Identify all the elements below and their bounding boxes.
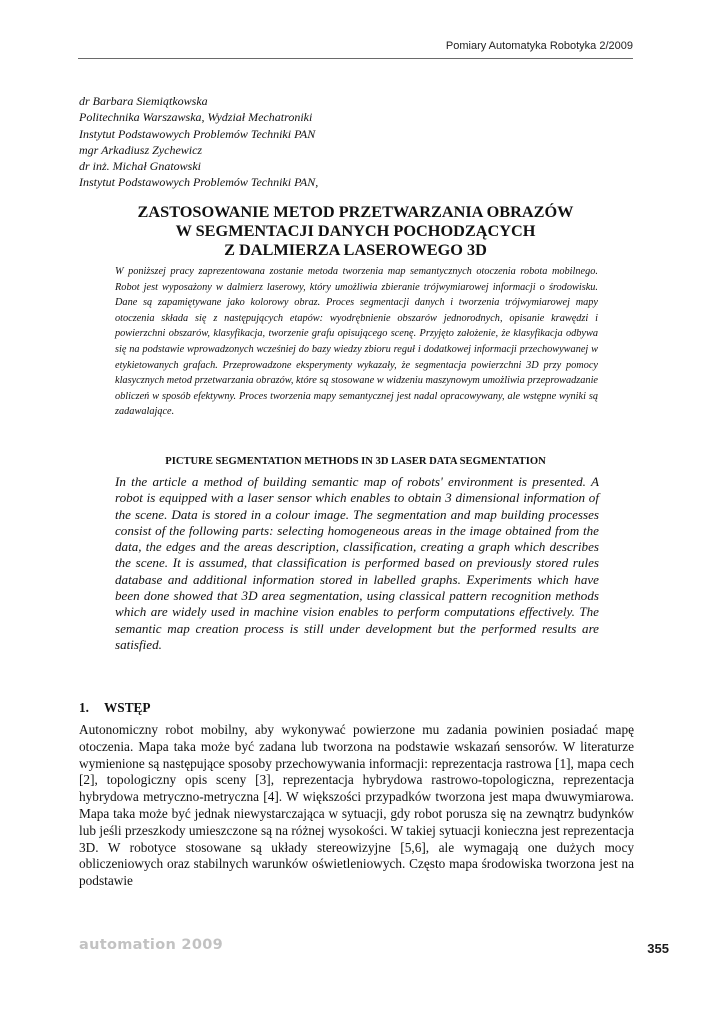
author-line: Instytut Podstawowych Problemów Techniki PAN [79, 126, 316, 141]
author-line: dr inż. Michał Gnatowski [79, 159, 201, 174]
paper-title [78, 202, 633, 259]
section-number: 1. [79, 700, 89, 715]
page-number: 355 [647, 941, 669, 956]
author-line: mgr Arkadiusz Zychewicz [79, 142, 203, 157]
author-line: dr Barbara Siemiątkowska [79, 94, 208, 108]
title-line: W SEGMENTACJI DANYCH POCHODZĄCYCH [175, 221, 536, 240]
header-divider [78, 58, 633, 59]
author-line: Instytut Podstawowych Problemów Techniki PAN, [79, 175, 319, 190]
english-title: PICTURE SEGMENTATION METHODS IN 3D LASER DATA SEGMENTATION [165, 456, 546, 467]
section-body-text: Autonomiczny robot mobilny, aby wykonywać powierzone mu zadania powinien posiadać mapę otoczenia. Mapa taka może być zadana lub tworzona na podstawie wskazań sensorów. W literaturze wymienione są następujące sposoby przechowywania informacji: reprezentacja rastrowa [1], mapa cech [2], topologiczny opis sceny [3], reprezentacja hybrydowa rastrowo-topologiczna, reprezentacja hybrydowa metryczno-metryczna [4]. W większości przypadków tworzona jest mapa dwuwymiarowa. Mapa taka może być jednak niewystarczająca w sytuacji, gdy robot porusza się na zewnątrz budynków lub jeśli przeszkody umieszczone są na różnej wysokości. W takiej sytuacji konieczna jest reprezentacja 3D. W robotyce stosowane są układy stereowizyjne [5,6], ale wymagają one dużych mocy obliczeniowych oraz stabilnych warunków oświetleniowych. Często mapa środowiska tworzona jest na podstawie [79, 722, 634, 889]
section-title: WSTĘP [104, 700, 151, 715]
running-header: Pomiary Automatyka Robotyka 2/2009 [445, 40, 633, 52]
abstract-polish: W poniższej pracy zaprezentowana zostanie metoda tworzenia map semantycznych otoczenia robota mobilnego. Robot jest wyposażony w dalmierz laserowy, który umożliwia zbieranie trójwymiarowej informacji o środowisku. Dane są zapamiętywane jako kolorowy obraz. Proces segmentacji danych i tworzenia trójwymiarowej mapy otoczenia składa się z następujących etapów: wyodrębnienie obszarów jednorodnych, opisanie krawędzi i powierzchni obszarów, klasyfikacja, tworzenie grafu opisującego scenę. Przyjęto założenie, że klasyfikacja odbywa się na podstawie wprowadzonych wcześniej do bazy wiedzy zbioru reguł i dodatkowej informacji przechowywanej w etykietowanych grafach. Przeprowadzone eksperymenty wykazały, że segmentacja powierzchni 3D przy pomocy klasycznych metod przetwarzania obrazów, które są stosowane w widzeniu maszynowym umożliwia przeprowadzanie obliczeń w sposób efektywny. Proces tworzenia mapy semantycznej jest nadal opracowywany, ale wstępne wyniki są zadawalające. [115, 266, 598, 418]
section-heading [79, 700, 151, 716]
footer-journal-logo: automation 2009 [79, 937, 223, 953]
author-line: Politechnika Warszawska, Wydział Mechatroniki [79, 110, 313, 125]
abstract-english: In the article a method of building semantic map of robots' environment is presented. A robot is equipped with a laser sensor which enables to obtain 3 dimensional information of the scene. Data is stored in a colour image. The segmentation and map building processes consist of the following parts: selecting homogeneous areas in the image obtained from the data, the edges and the areas description, classification, creating a graph which describes the scene. It is assumed, that classification is performed based on previously stored rules database and additional information stored in labelled graphs. Experiments which have been done showed that 3D area segmentation, using classical pattern recognition methods which are widely used in machine vision enables to perform computations effectively. The semantic map creation process is still under development but the performed results are satisfied. [115, 474, 599, 652]
title-line: ZASTOSOWANIE METOD PRZETWARZANIA OBRAZÓW [137, 202, 574, 221]
title-line: Z DALMIERZA LASEROWEGO 3D [224, 240, 487, 259]
author-block [79, 93, 639, 191]
